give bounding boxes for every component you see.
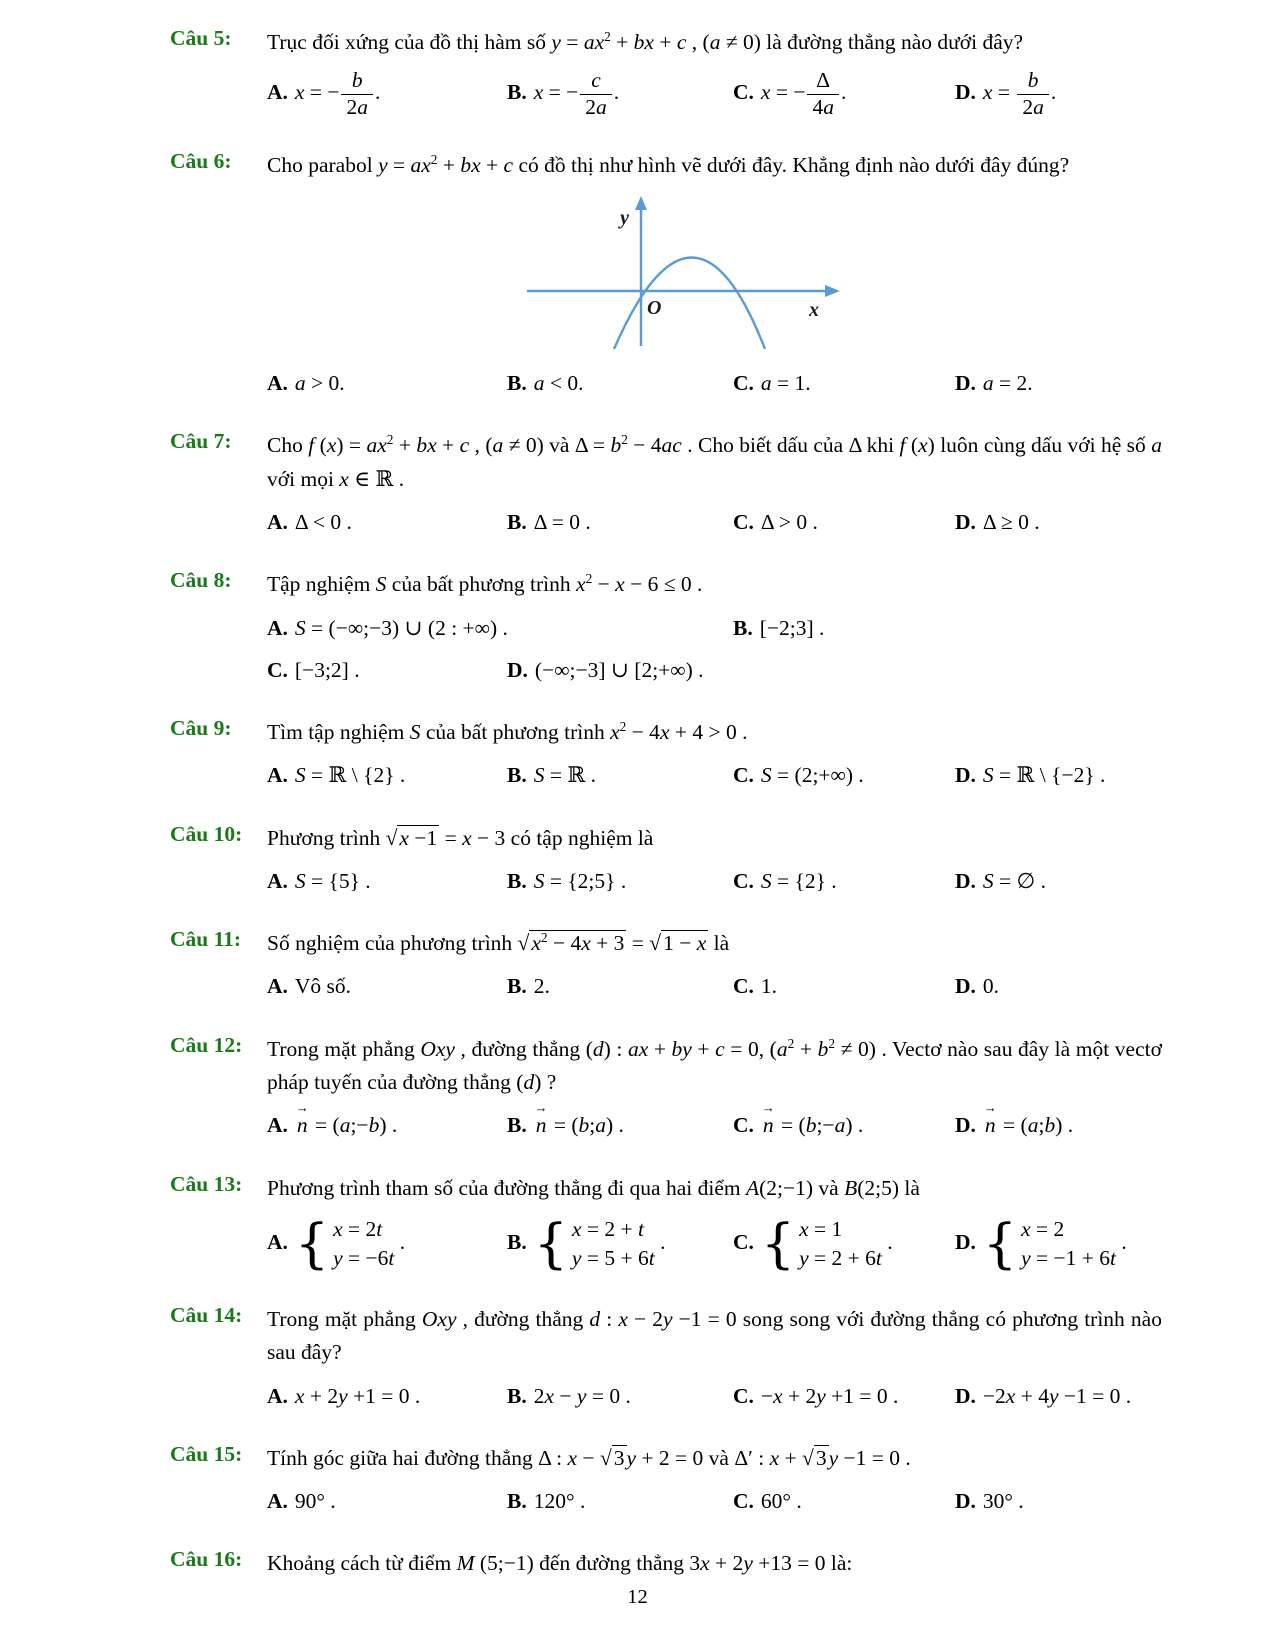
page-number: 12 [627,1586,648,1608]
question-text: Cho f $(x) = ax^2$ + bx + c , (a ≠ 0) và $\Delta = b^2 - 4ac$ . Cho biết dấu của Δ khi f (x) luôn cùng dấu với hệ số a với mọi x ∈ ℝ . [267,432,1162,491]
option-b [507,1485,733,1517]
option-value: { x = 2t y = −6t . [294,1212,406,1276]
option-b [507,759,733,791]
option-value: n → = (a;b) . [983,1113,1073,1137]
option-letter: D. [955,1229,976,1254]
options-row [267,1485,1162,1517]
option-value: a = 2. [982,371,1033,396]
option-value: [−2;3] . [759,615,825,640]
question-text: Phương trình tham số của đường thẳng đi qua hai điểm A(2;−1) và B(2;5) là [267,1175,920,1200]
question-content [267,1033,1162,1142]
question-cau-15 [170,1442,1162,1518]
option-value: S = ℝ \ {−2} . [982,763,1106,788]
question-content [267,1547,1162,1580]
option-value: (−∞;−3] ∪ [2;+∞) . [534,657,704,682]
option-c [733,367,955,399]
options-row [267,865,1162,897]
option-letter: A. [267,615,288,640]
question-cau-11 [170,927,1162,1003]
option-a [267,865,507,897]
option-c [733,506,955,538]
question-text: Cho parabol $y = ax^2$ + bx + c có đồ thị như hình vẽ dưới đây. Khẳng định nào dưới đây đúng? [267,151,1070,177]
question-cau-6 [170,149,1162,400]
option-letter: A. [267,763,288,788]
parabola-curve [614,258,765,350]
option-value: n → = (a;−b) . [295,1113,397,1137]
option-letter: B. [507,763,527,788]
parabola-graph [519,194,844,349]
options-row [267,654,1162,686]
option-b [507,1109,733,1141]
option-value: −2x + 4y −1 = 0 . [982,1383,1132,1408]
options-row [267,367,1162,399]
question-number: Câu 6: [170,148,232,173]
option-letter: A. [267,1383,288,1408]
origin-label: O [647,297,662,320]
option-d [955,759,1162,791]
option-letter: A. [267,1229,288,1254]
option-value: Δ < 0 . [294,509,352,534]
option-letter: A. [267,1489,288,1514]
option-value: −x + 2y +1 = 0 . [760,1383,899,1408]
option-d [955,506,1162,538]
option-value: 1. [760,974,778,999]
question-text: Tập nghiệm S của bất phương trình $x^2 - x - 6 \le 0$ . [267,571,703,597]
option-letter: D. [955,974,976,999]
option-value: Δ > 0 . [760,509,818,534]
option-letter: D. [507,657,528,682]
option-b [507,367,733,399]
option-letter: C. [733,79,754,104]
option-letter: C. [267,657,288,682]
questions [170,26,1162,1611]
option-value: S = ∅ . [982,868,1047,893]
option-letter: B. [507,509,527,534]
question-cau-5 [170,26,1162,119]
option-letter: A. [267,1113,288,1138]
option-value: 90° . [294,1489,336,1514]
option-letter: D. [955,868,976,893]
option-c [733,1212,955,1276]
options-row [267,612,1162,644]
option-letter: D. [955,1383,976,1408]
option-d [955,1380,1162,1412]
question-number: Câu 5: [170,26,232,50]
option-letter: D. [955,371,976,396]
question-content [267,716,1162,792]
option-a [267,759,507,791]
question-content [267,822,1162,898]
option-value: a = 1. [760,371,811,396]
option-letter: A. [267,509,288,534]
option-letter: C. [733,1489,754,1514]
option-letter: A. [267,868,288,893]
option-b [507,1380,733,1412]
option-letter: D. [955,1489,976,1514]
option-d [507,654,1162,686]
option-c [733,1109,955,1141]
option-value: Vô số. [294,974,352,999]
option-letter: C. [733,1383,754,1408]
question-content [267,568,1162,686]
question-number: Câu 11: [170,927,242,952]
option-value: 2. [533,974,550,999]
question-cau-16 [170,1547,1162,1580]
option-letter: D. [955,1113,976,1138]
option-letter: C. [733,763,754,788]
question-text: Trục đối xứng của đồ thị hàm số $y = ax^2$ + bx + c , (a ≠ 0) là đường thẳng nào dưới đây? [267,28,1024,54]
option-letter: A. [267,79,288,104]
option-c [733,1380,955,1412]
option-value: { x = 1 y = 2 + 6t . [760,1212,893,1276]
option-letter: B. [733,615,753,640]
option-c [733,759,955,791]
option-b [507,1212,733,1276]
option-letter: B. [507,868,527,893]
option-c [267,654,507,686]
question-text: Khoảng cách từ điểm M (5;−1) đến đường thẳng 3x + 2y +13 = 0 là: [267,1551,853,1576]
option-value: x = − $\frac{c}{2a}$ . [533,68,620,119]
x-axis-arrow [825,285,840,297]
option-c [733,69,955,118]
option-value: 0. [982,974,1000,999]
option-value: a > 0. [294,371,345,396]
option-letter: A. [267,974,288,999]
option-value: S = ℝ . [533,763,596,788]
question-number: Câu 15: [170,1441,243,1466]
option-value: 120° . [533,1489,586,1514]
option-c [733,865,955,897]
option-letter: D. [955,79,976,104]
option-letter: C. [733,1113,754,1138]
question-cau-8 [170,568,1162,686]
question-content [267,1172,1162,1276]
option-letter: C. [733,371,754,396]
option-value: Δ ≥ 0 . [982,509,1040,534]
option-a [267,1380,507,1412]
option-a [267,1485,507,1517]
question-number: Câu 14: [170,1302,243,1327]
question-text: Trong mặt phẳng Oxy , đường thẳng (d) : ax + by + c = 0, $(a^2 + b^2 \ne 0)$ . Vectơ nào sau đây là một vectơ pháp tuyến của đường thẳng (d) ? [267,1035,1162,1094]
option-value: S = (2;+∞) . [760,763,864,788]
option-a [267,506,507,538]
question-number: Câu 13: [170,1171,243,1196]
question-number: Câu 7: [170,429,232,454]
option-a [267,612,733,644]
option-d [955,970,1162,1002]
question-cau-13 [170,1171,1162,1276]
options-row [267,759,1162,791]
options-row [267,1212,1162,1276]
question-text: Tìm tập nghiệm S của bất phương trình $x^2 - 4x + 4 > 0$ . [267,718,748,744]
option-d [955,1212,1162,1276]
question-content [267,26,1162,119]
option-letter: C. [733,868,754,893]
question-text: Số nghiệm của phương trình $√x^2 - 4x + 3 = √1 - x$ là [267,929,730,956]
question-content [267,1442,1162,1518]
question-content [267,1303,1162,1412]
question-number: Câu 16: [170,1547,243,1572]
option-a [267,367,507,399]
option-letter: B. [507,1489,527,1514]
y-axis-arrow [635,196,647,210]
options-row [267,970,1162,1002]
option-value: n → = (b;−a) . [761,1113,863,1137]
option-d [955,1485,1162,1517]
option-b [733,612,1162,644]
question-cau-14 [170,1303,1162,1412]
question-number: Câu 12: [170,1032,243,1057]
option-a [267,970,507,1002]
option-d [955,69,1162,118]
x-axis-label: x [809,299,819,322]
question-text: Phương trình √x −1 = x − 3 có tập nghiệm là [267,825,654,850]
option-c [733,1485,955,1517]
options-row [267,1109,1162,1141]
option-value: [−3;2] . [294,657,360,682]
option-letter: A. [267,371,288,396]
option-value: S = {2} . [760,868,837,893]
question-text: Tính góc giữa hai đường thẳng Δ : x − √3y + 2 = 0 và Δ′ : x + √3y −1 = 0 . [267,1445,911,1470]
option-c [733,970,955,1002]
option-b [507,506,733,538]
option-value: { x = 2 y = −1 + 6t . [982,1212,1127,1276]
question-number: Câu 9: [170,716,232,740]
option-d [955,367,1162,399]
option-value: x = − $\frac{\Delta}{4a}$ . [760,68,847,119]
option-letter: B. [507,1229,527,1254]
option-b [507,69,733,118]
question-content [267,149,1162,400]
option-value: S = (−∞;−3) ∪ (2 : +∞) . [294,615,508,640]
option-value: n → = (b;a) . [534,1113,624,1137]
option-value: x + 2y +1 = 0 . [294,1383,421,1408]
options-row [267,1380,1162,1412]
option-letter: B. [507,371,527,396]
option-value: x = $\frac{b}{2a}$ . [982,68,1057,119]
question-cau-12 [170,1033,1162,1142]
option-value: S = {5} . [294,868,371,893]
y-axis-label: y [620,207,629,230]
option-letter: B. [507,79,527,104]
question-cau-10 [170,822,1162,898]
option-value: S = {2;5} . [533,868,627,893]
option-letter: B. [507,1383,527,1408]
option-letter: D. [955,763,976,788]
option-d [955,865,1162,897]
option-letter: B. [507,974,527,999]
question-cau-7 [170,429,1162,538]
option-letter: C. [733,1229,754,1254]
option-letter: C. [733,509,754,534]
question-number: Câu 10: [170,821,243,846]
parabola-figure [519,194,1162,355]
question-cau-9 [170,716,1162,792]
options-row [267,69,1162,118]
option-letter: D. [955,509,976,534]
option-letter: B. [507,1113,527,1138]
option-b [507,970,733,1002]
question-content [267,429,1162,538]
option-value: 2x − y = 0 . [533,1383,631,1408]
option-value: a < 0. [533,371,584,396]
option-value: { x = 2 + t y = 5 + 6t . [533,1212,666,1276]
option-a [267,1109,507,1141]
option-b [507,865,733,897]
option-letter: C. [733,974,754,999]
question-number: Câu 8: [170,568,232,593]
question-content [267,927,1162,1003]
option-value: 30° . [982,1489,1024,1514]
option-value: 60° . [760,1489,802,1514]
option-d [955,1109,1162,1141]
options-row [267,506,1162,538]
option-a [267,69,507,118]
question-text: Trong mặt phẳng Oxy , đường thẳng d : x − 2y −1 = 0 song song với đường thẳng có phương trình nào sau đây? [267,1306,1162,1365]
option-value: Δ = 0 . [533,509,591,534]
option-a [267,1212,507,1276]
option-value: x = − $\frac{b}{2a}$ . [294,68,381,119]
option-value: S = ℝ \ {2} . [294,763,406,788]
